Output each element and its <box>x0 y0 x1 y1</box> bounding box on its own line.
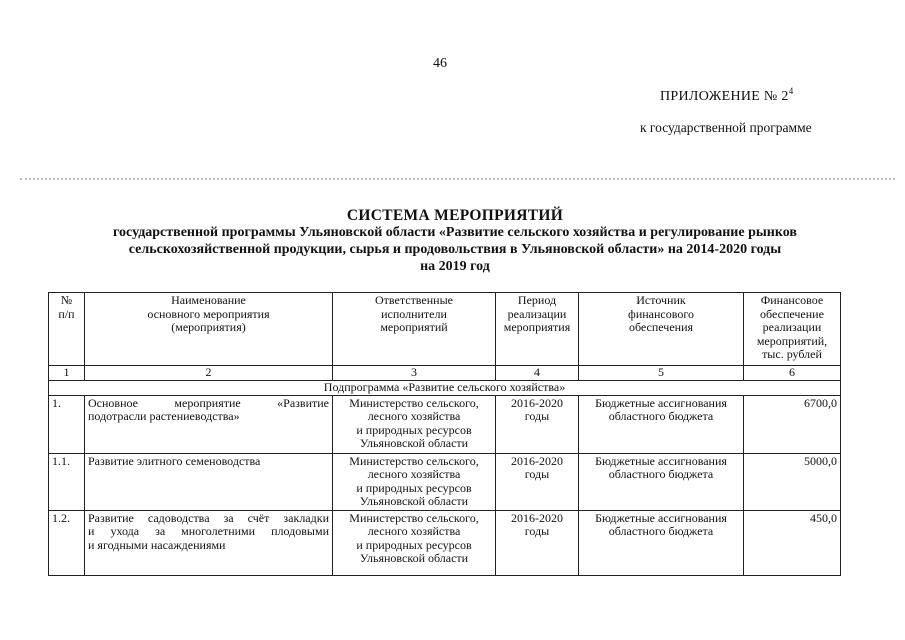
header-text: финансового <box>628 306 694 321</box>
row-period-line: годы <box>524 467 550 481</box>
row-executor-line: лесного хозяйства <box>367 409 461 423</box>
header-text: № <box>60 293 73 307</box>
header-text: мероприятия <box>503 320 571 334</box>
column-number: 6 <box>744 366 841 381</box>
row-executors <box>333 510 496 575</box>
heading-line-2: сельскохозяйственной продукции, сырья и продовольствия в Ульяновской области» на 2014-2020 годы <box>128 242 782 257</box>
header-text: мероприятий, <box>756 333 828 348</box>
page-number: 46 <box>433 56 447 71</box>
table-header-row <box>49 293 841 366</box>
subprogram-title: Подпрограмма «Развитие сельского хозяйства» <box>49 381 841 396</box>
row-executor-line: Ульяновской области <box>359 436 469 450</box>
row-executor-line: Министерство сельского, <box>349 453 479 468</box>
header-text: исполнители <box>381 306 447 321</box>
row-executor-line: Министерство сельского, <box>349 395 479 410</box>
header-text: мероприятий <box>380 320 448 334</box>
header-text: реализации <box>762 320 822 334</box>
header-text: реализации <box>507 306 567 321</box>
row-name <box>85 395 333 453</box>
row-source-line: областного бюджета <box>608 409 714 423</box>
column-number: 1 <box>49 366 85 381</box>
header-text: п/п <box>58 306 75 321</box>
row-executor-line: Ульяновской области <box>359 551 469 565</box>
header-text: обеспечение <box>760 306 824 321</box>
header-text: основного мероприятия <box>147 306 270 321</box>
column-number: 3 <box>333 366 496 381</box>
row-executor-line: Министерство сельского, <box>349 510 479 525</box>
row-name-line: Развитие элитного семеноводства <box>88 453 261 468</box>
header-text: Ответственные <box>375 293 453 307</box>
appendix-text: ПРИЛОЖЕНИЕ № 2 <box>660 89 789 104</box>
column-number: 2 <box>85 366 333 381</box>
row-executor-line: лесного хозяйства <box>367 467 461 481</box>
row-period <box>496 510 579 575</box>
table-row <box>49 395 841 453</box>
row-period <box>496 453 579 510</box>
row-name-line: и ягодными насаждениями <box>88 537 226 552</box>
header-executors <box>333 293 496 366</box>
row-source <box>579 453 744 510</box>
row-source-line: областного бюджета <box>608 467 714 481</box>
row-amount: 450,0 <box>744 510 841 575</box>
column-number: 4 <box>496 366 579 381</box>
header-text: Период <box>517 293 557 307</box>
header-text: (мероприятия) <box>171 320 246 334</box>
row-period-line: годы <box>524 409 550 423</box>
column-number: 5 <box>579 366 744 381</box>
row-period-line: 2016-2020 <box>511 395 563 410</box>
row-executor-line: и природных ресурсов <box>356 537 472 552</box>
row-executors <box>333 453 496 510</box>
row-executor-line: и природных ресурсов <box>356 422 472 437</box>
row-amount: 6700,0 <box>744 395 841 453</box>
header-amount <box>744 293 841 366</box>
row-amount: 5000,0 <box>744 453 841 510</box>
column-numbers-row <box>49 366 841 381</box>
row-period-line: 2016-2020 <box>511 453 563 468</box>
row-name-line: Основное мероприятие «Развитие <box>88 395 329 410</box>
measures-table <box>48 292 841 576</box>
row-source-line: Бюджетные ассигнования <box>595 453 727 468</box>
row-executor-line: лесного хозяйства <box>367 524 461 538</box>
heading-title: СИСТЕМА МЕРОПРИЯТИЙ <box>346 207 564 224</box>
row-name-line: Развитие садоводства за счёт закладки <box>88 510 329 525</box>
row-name-line: и ухода за многолетними плодовыми <box>88 524 329 538</box>
document-heading <box>60 207 850 275</box>
row-executor-line: Ульяновской области <box>359 494 469 508</box>
row-source <box>579 395 744 453</box>
row-executors <box>333 395 496 453</box>
header-source <box>579 293 744 366</box>
row-period <box>496 395 579 453</box>
row-source-line: Бюджетные ассигнования <box>595 510 727 525</box>
row-period-line: годы <box>524 524 550 538</box>
row-name-line: подотрасли растениеводства» <box>88 409 240 423</box>
row-source <box>579 510 744 575</box>
heading-line-1: государственной программы Ульяновской области «Развитие сельского хозяйства и регулирование рынков <box>113 225 797 240</box>
appendix-label <box>660 86 794 105</box>
row-period-line: 2016-2020 <box>511 510 563 525</box>
row-number: 1. <box>49 395 85 453</box>
header-text: тыс. рублей <box>762 347 822 361</box>
table-row <box>49 510 841 575</box>
header-period <box>496 293 579 366</box>
appendix-superscript: 4 <box>788 86 794 96</box>
header-num <box>49 293 85 366</box>
subprogram-row <box>49 381 841 396</box>
row-number: 1.2. <box>49 510 85 575</box>
row-name <box>85 453 333 510</box>
header-text: Наименование <box>171 293 246 307</box>
header-text: обеспечения <box>628 320 694 334</box>
scan-artifact-line <box>20 178 895 180</box>
appendix-subtitle: к государственной программе <box>640 120 812 135</box>
header-text: Источник <box>636 293 686 307</box>
row-name <box>85 510 333 575</box>
heading-line-3: на 2019 год <box>420 259 490 274</box>
header-name <box>85 293 333 366</box>
table-row <box>49 453 841 510</box>
row-executor-line: и природных ресурсов <box>356 480 472 495</box>
row-source-line: областного бюджета <box>608 524 714 538</box>
row-source-line: Бюджетные ассигнования <box>595 395 727 410</box>
row-number: 1.1. <box>49 453 85 510</box>
header-text: Финансовое <box>760 293 824 307</box>
